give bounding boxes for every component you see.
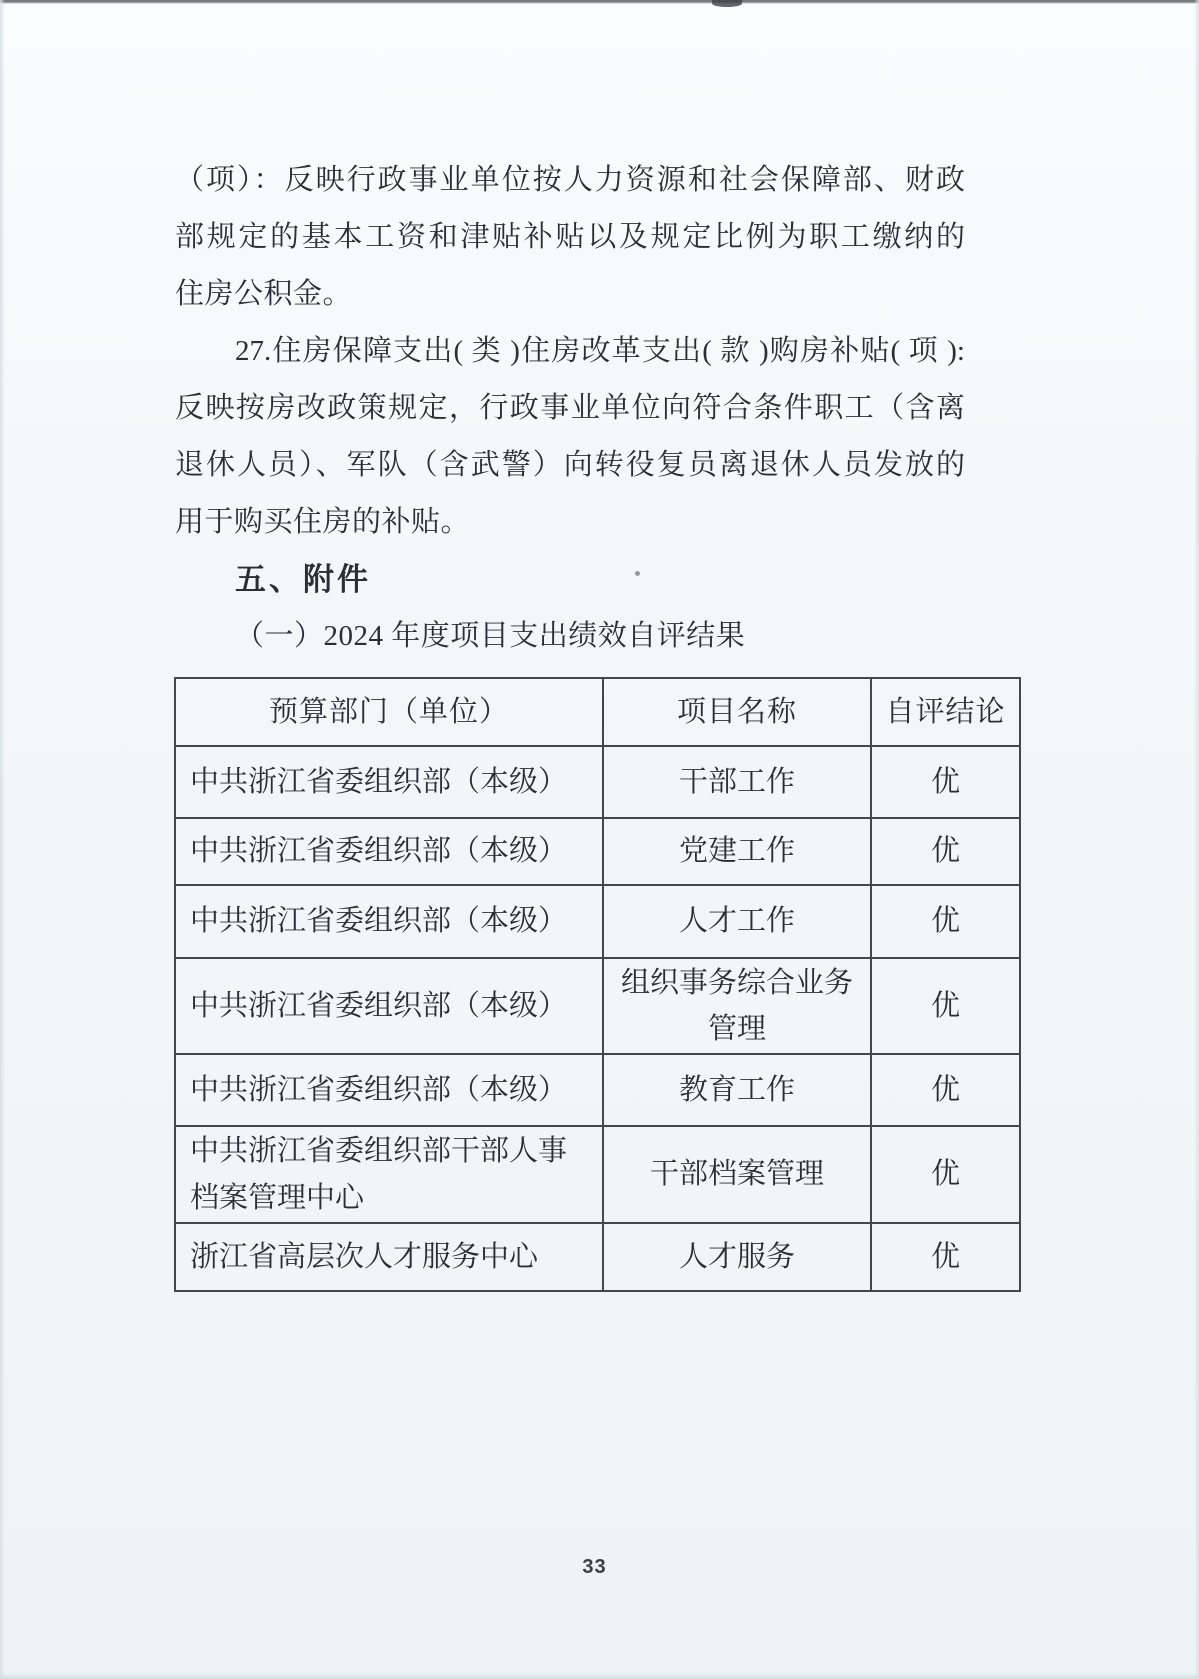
- department-cell: 中共浙江省委组织部干部人事档案管理中心: [175, 1126, 603, 1223]
- table-row: [175, 885, 1020, 958]
- scan-right-edge: [1194, 0, 1199, 1679]
- project-cell: 人才服务: [603, 1223, 871, 1291]
- table-header-row: [175, 678, 1020, 746]
- scan-edge-artifact: [712, 0, 742, 7]
- header-project: 项目名称: [603, 678, 871, 746]
- department-cell: 浙江省高层次人才服务中心: [175, 1223, 603, 1291]
- result-cell: 优: [871, 1223, 1020, 1291]
- department-cell: 中共浙江省委组织部（本级）: [175, 958, 603, 1054]
- scan-left-edge: [0, 0, 5, 1679]
- paragraph-line: 27.住房保障支出( 类 )住房改革支出( 款 )购房补贴( 项 ):: [235, 335, 965, 367]
- table-row: [175, 1054, 1020, 1126]
- result-cell: 优: [871, 746, 1020, 818]
- scan-bottom-edge: [0, 1672, 1199, 1679]
- paragraph-line: 退休人员）、军队（含武警）向转役复员离退休人员发放的: [175, 449, 965, 481]
- table-row: [175, 1126, 1020, 1223]
- self-evaluation-table: [174, 677, 1021, 1292]
- department-cell: 中共浙江省委组织部（本级）: [175, 818, 603, 885]
- project-cell: 干部工作: [603, 746, 871, 818]
- paragraph-line: 用于购买住房的补贴。: [175, 506, 471, 538]
- department-cell: 中共浙江省委组织部（本级）: [175, 1054, 603, 1126]
- paragraph-line: 部规定的基本工资和津贴补贴以及规定比例为职工缴纳的: [175, 221, 965, 253]
- result-cell: 优: [871, 958, 1020, 1054]
- result-cell: 优: [871, 1054, 1020, 1126]
- result-cell: 优: [871, 818, 1020, 885]
- header-department: 预算部门（单位）: [175, 678, 603, 746]
- project-cell: 教育工作: [603, 1054, 871, 1126]
- attachment-title: （一）2024 年度项目支出绩效自评结果: [235, 620, 746, 652]
- paragraph-line: 反映按房改政策规定，行政事业单位向符合条件职工（含离: [175, 392, 965, 424]
- project-cell: 党建工作: [603, 818, 871, 885]
- table-row: [175, 746, 1020, 818]
- result-cell: 优: [871, 885, 1020, 958]
- table-row: [175, 958, 1020, 1054]
- paragraph-line: （项）：反映行政事业单位按人力资源和社会保障部、财政: [175, 164, 965, 196]
- page-number: 33: [582, 1556, 607, 1578]
- scan-top-edge: [0, 0, 1199, 4]
- paragraph-line: 住房公积金。: [175, 278, 353, 310]
- project-cell: 人才工作: [603, 885, 871, 958]
- project-cell: 组织事务综合业务管理: [603, 958, 871, 1054]
- department-cell: 中共浙江省委组织部（本级）: [175, 885, 603, 958]
- department-cell: 中共浙江省委组织部（本级）: [175, 746, 603, 818]
- section-heading: 五、附件: [235, 562, 371, 597]
- result-cell: 优: [871, 1126, 1020, 1223]
- table-row: [175, 818, 1020, 885]
- header-result: 自评结论: [871, 678, 1020, 746]
- project-cell: 干部档案管理: [603, 1126, 871, 1223]
- table-row: [175, 1223, 1020, 1291]
- body-text: [175, 152, 965, 665]
